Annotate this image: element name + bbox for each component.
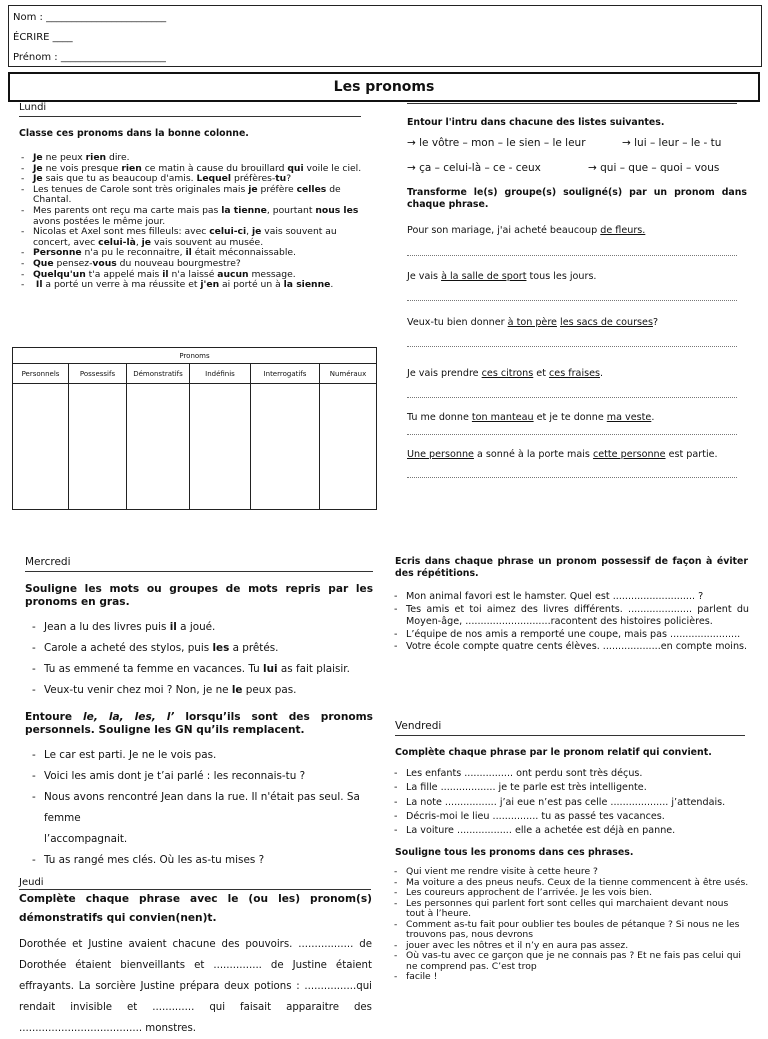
exercise-sentence: Veux-tu bien donner à ton père les sacs de courses? xyxy=(407,317,659,328)
table-cell[interactable] xyxy=(251,384,320,510)
list-item: - Quelqu'un t'a appelé mais il n'a laissé aucun message. xyxy=(19,270,364,281)
intru-list-1: → le vôtre – mon – le sien – le leur xyxy=(407,137,586,149)
student-info-box xyxy=(8,5,762,67)
list-item: - Il a porté un verre à ma réussite et j'en ai porté un à la sienne. xyxy=(19,280,364,291)
mercredi-list-2 xyxy=(30,745,380,871)
lundi-ex2-instruction: Entour l'intru dans chacune des listes suivantes. xyxy=(407,117,665,128)
vendredi-list-1 xyxy=(392,767,749,838)
exercise-sentence: Une personne a sonné à la porte mais cette personne est partie. xyxy=(407,449,718,460)
lundi-sentence-list xyxy=(19,153,364,291)
list-item: - Tes amis et toi aimez des livres différents. ..................... parlent du Moyen-âge, ............................racontent des histoires policières. xyxy=(392,604,749,629)
column-header: Démonstratifs xyxy=(127,364,190,384)
jeudi-text: Dorothée et Justine avaient chacune des pouvoirs. ................. de Dorothée étaient bienveillants et ............... de Justine étaient effrayants. La sorcière Justine prépara deux potions : ................qui rendait invisible et ............. qui faisait apparaitre des ...................................... monstres. xyxy=(19,939,372,1034)
table-caption: Pronoms xyxy=(13,348,377,364)
list-item: - L’équipe de nos amis a remporté une coupe, mais pas ....................... xyxy=(392,629,749,642)
page-title: Les pronoms xyxy=(8,72,760,102)
possessif-instruction: Ecris dans chaque phrase un pronom possessif de façon à éviter des répétitions. xyxy=(395,556,748,579)
table-cell[interactable] xyxy=(320,384,377,510)
list-item: - Votre école compte quatre cents élèves. ...................en compte moins. xyxy=(392,641,749,654)
list-item: - Tu as rangé mes clés. Où les as-tu mises ? xyxy=(30,850,380,871)
list-item: - Ma voiture a des pneus neufs. Ceux de la tienne commencent à être usés. xyxy=(392,878,749,889)
list-item: - Mes parents ont reçu ma carte mais pas la tienne, pourtant nous les avons postées le même jour. xyxy=(19,206,364,227)
divider xyxy=(395,735,745,736)
possessif-list xyxy=(392,591,749,654)
day-label-jeudi: Jeudi xyxy=(19,877,44,888)
list-item: - jouer avec les nôtres et il n’y en aura pas assez. xyxy=(392,941,749,952)
list-item: - Tu as emmené ta femme en vacances. Tu lui as fait plaisir. xyxy=(30,659,380,680)
vendredi-ex2-instruction: Souligne tous les pronoms dans ces phrases. xyxy=(395,847,634,858)
mercredi-list-1 xyxy=(30,617,380,701)
mercredi-ex1-instruction: Souligne les mots ou groupes de mots repris par les pronoms en gras. xyxy=(25,583,373,608)
list-item: - Qui vient me rendre visite à cette heure ? xyxy=(392,867,749,878)
list-item: - La note ................. j’ai eue n’est pas celle ................... j’attendais. xyxy=(392,796,749,810)
list-item: - Les enfants ................ ont perdu sont très déçus. xyxy=(392,767,749,781)
ecrire-field[interactable]: ÉCRIRE ____ xyxy=(13,32,73,43)
prenom-field[interactable]: Prénom : _____________________ xyxy=(13,52,166,63)
list-item: - Je sais que tu as beaucoup d'amis. Lequel préfères-tu? xyxy=(19,174,364,185)
list-item: - Les tenues de Carole sont très originales mais je préfère celles de Chantal. xyxy=(19,185,364,206)
list-item: - La fille .................. je te parle est très intelligente. xyxy=(392,781,749,795)
list-item: - Je ne vois presque rien ce matin à cause du brouillard qui voile le ciel. xyxy=(19,164,364,175)
column-header: Possessifs xyxy=(69,364,127,384)
answer-line[interactable] xyxy=(407,345,737,347)
table-cell[interactable] xyxy=(127,384,190,510)
list-item: - Veux-tu venir chez moi ? Non, je ne le peux pas. xyxy=(30,680,380,701)
list-item: - Jean a lu des livres puis il a joué. xyxy=(30,617,380,638)
intru-list-4: → qui – que – quoi – vous xyxy=(588,162,720,174)
vendredi-list-2 xyxy=(392,867,749,983)
list-item: - Les personnes qui parlent fort sont celles qui marchaient devant nous tout à l’heure. xyxy=(392,899,749,920)
list-item: - Les coureurs approchent de l’arrivée. Je les vois bien. xyxy=(392,888,749,899)
list-item: - Mon animal favori est le hamster. Quel est ........................... ? xyxy=(392,591,749,604)
answer-line[interactable] xyxy=(407,476,737,478)
intru-list-3: → ça – celui-là – ce - ceux xyxy=(407,162,541,174)
day-label-vendredi: Vendredi xyxy=(395,720,442,732)
divider xyxy=(25,571,373,572)
column-header: Interrogatifs xyxy=(251,364,320,384)
exercise-sentence: Pour son mariage, j'ai acheté beaucoup de fleurs. xyxy=(407,225,646,236)
list-item: - Décris-moi le lieu ............... tu as passé tes vacances. xyxy=(392,810,749,824)
column-header: Numéraux xyxy=(320,364,377,384)
table-cell[interactable] xyxy=(190,384,251,510)
column-header: Personnels xyxy=(13,364,69,384)
lundi-ex3-instruction: Transforme le(s) groupe(s) souligné(s) par un pronom dans chaque phrase. xyxy=(407,187,747,210)
divider xyxy=(407,103,737,104)
divider xyxy=(19,116,361,117)
table-cell[interactable] xyxy=(13,384,69,510)
list-item: - facile ! xyxy=(392,972,749,983)
day-label-mercredi: Mercredi xyxy=(25,556,71,568)
exercise-sentence: Je vais à la salle de sport tous les jours. xyxy=(407,271,597,282)
exercise-sentence: Je vais prendre ces citrons et ces fraises. xyxy=(407,368,604,379)
nom-field[interactable]: Nom : ________________________ xyxy=(13,12,167,23)
intru-list-2: → lui – leur – le - tu xyxy=(622,137,722,149)
mercredi-ex2-instruction: Entoure le, la, les, l’ lorsqu’ils sont des pronoms personnels. Souligne les GN qu’ils remplacent. xyxy=(25,711,373,736)
exercise-sentence: Tu me donne ton manteau et je te donne ma veste. xyxy=(407,412,655,423)
list-item: - Carole a acheté des stylos, puis les a prêtés. xyxy=(30,638,380,659)
day-label-lundi: Lundi xyxy=(19,102,47,113)
list-item: - Personne n'a pu le reconnaitre, il était méconnaissable. xyxy=(19,248,364,259)
list-item: - Que pensez-vous du nouveau bourgmestre? xyxy=(19,259,364,270)
pronoms-table xyxy=(12,347,377,510)
list-item: - Comment as-tu fait pour oublier tes boules de pétanque ? Si nous ne les trouvons pas, nous devrons xyxy=(392,920,749,941)
lundi-ex1-instruction: Classe ces pronoms dans la bonne colonne. xyxy=(19,128,249,139)
vendredi-ex1-instruction: Complète chaque phrase par le pronom relatif qui convient. xyxy=(395,747,712,758)
list-item: - Je ne peux rien dire. xyxy=(19,153,364,164)
answer-line[interactable] xyxy=(407,433,737,435)
table-cell[interactable] xyxy=(69,384,127,510)
jeudi-instruction: Complète chaque phrase avec le (ou les) pronom(s) démonstratifs qui convien(nen)t. xyxy=(19,893,372,924)
list-item: - Nous avons rencontré Jean dans la rue. Il n'était pas seul. Sa femme l’accompagnait. xyxy=(30,787,380,850)
column-header: Indéfinis xyxy=(190,364,251,384)
answer-line[interactable] xyxy=(407,396,737,398)
list-item: - Le car est parti. Je ne le vois pas. xyxy=(30,745,380,766)
answer-line[interactable] xyxy=(407,299,737,301)
list-item: - Où vas-tu avec ce garçon que je ne connais pas ? Et ne fais pas celui qui ne comprend pas. C’est trop xyxy=(392,951,749,972)
answer-line[interactable] xyxy=(407,254,737,256)
list-item: - Nicolas et Axel sont mes filleuls: avec celui-ci, je vais souvent au concert, avec celui-là, je vais souvent au musée. xyxy=(19,227,364,248)
list-item: - La voiture .................. elle a achetée est déjà en panne. xyxy=(392,824,749,838)
list-item: - Voici les amis dont je t’ai parlé : les reconnais-tu ? xyxy=(30,766,380,787)
